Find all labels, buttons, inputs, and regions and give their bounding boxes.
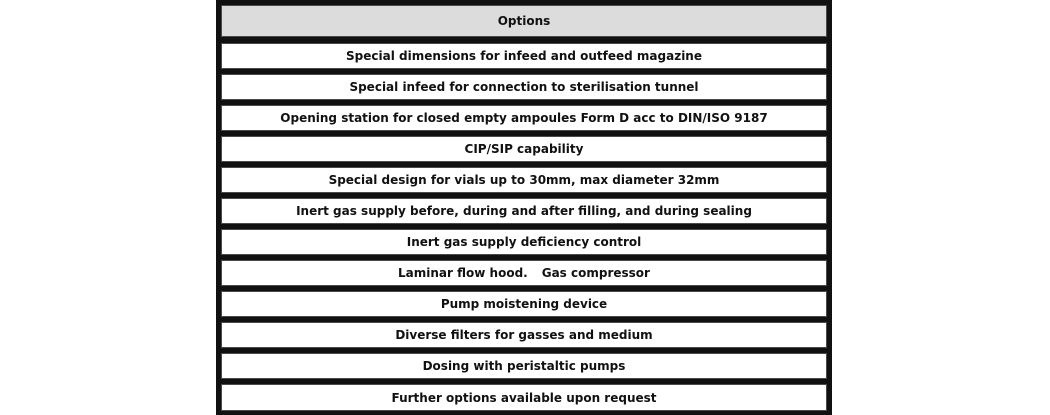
options-header bbox=[221, 5, 827, 37]
option-text: Inert gas supply deficiency control bbox=[406, 235, 642, 249]
options-header-label: Options bbox=[497, 14, 551, 28]
option-row bbox=[221, 105, 827, 131]
option-text: Opening station for closed empty ampoules Form D acc to DIN/ISO 9187 bbox=[280, 111, 768, 125]
option-row bbox=[221, 136, 827, 162]
option-text: CIP/SIP capability bbox=[464, 142, 584, 156]
option-text: Diverse filters for gasses and medium bbox=[395, 328, 653, 342]
option-row bbox=[221, 384, 827, 411]
option-row bbox=[221, 167, 827, 193]
option-row bbox=[221, 353, 827, 379]
option-text: Special infeed for connection to sterilisation tunnel bbox=[349, 80, 699, 94]
option-row bbox=[221, 229, 827, 255]
option-text: Special dimensions for infeed and outfeed magazine bbox=[346, 49, 702, 63]
option-row bbox=[221, 74, 827, 100]
option-text: Dosing with peristaltic pumps bbox=[422, 359, 626, 373]
option-row bbox=[221, 260, 827, 286]
option-text: Special design for vials up to 30mm, max diameter 32mm bbox=[328, 173, 720, 187]
option-row bbox=[221, 43, 827, 69]
option-text: Pump moistening device bbox=[440, 297, 608, 311]
option-text: Laminar flow hood. bbox=[398, 266, 528, 280]
option-row bbox=[221, 198, 827, 224]
options-table bbox=[216, 0, 832, 415]
option-row bbox=[221, 322, 827, 348]
option-text-extra: Gas compressor bbox=[541, 266, 650, 280]
option-text: Inert gas supply before, during and after filling, and during sealing bbox=[296, 204, 752, 218]
option-row bbox=[221, 291, 827, 317]
option-text: Further options available upon request bbox=[391, 390, 657, 405]
